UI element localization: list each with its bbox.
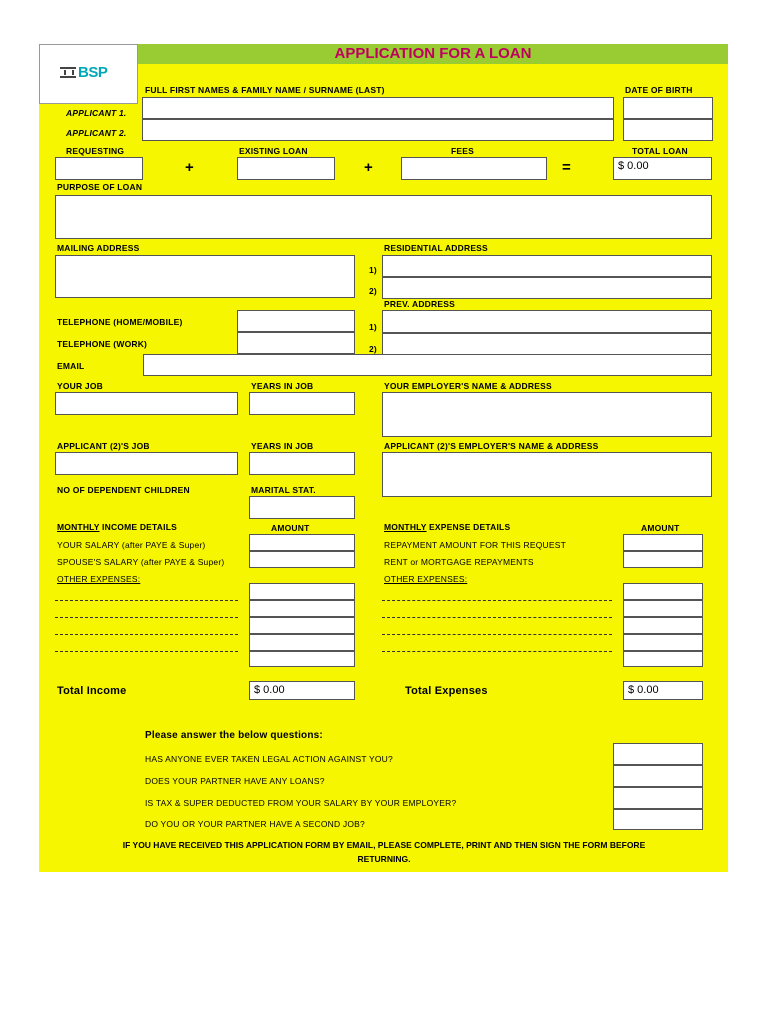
requesting-label: REQUESTING <box>66 146 125 156</box>
income-other-amount-field[interactable] <box>249 634 355 651</box>
salary-amount-field[interactable] <box>249 534 355 551</box>
marital-label: MARITAL STAT. <box>251 485 316 495</box>
purpose-label: PURPOSE OF LOAN <box>57 182 143 192</box>
loan-application-form <box>39 44 728 872</box>
income-other-amount-field[interactable] <box>249 600 355 617</box>
expense-other-line[interactable] <box>382 617 612 618</box>
income-other-label: OTHER EXPENSES: <box>57 574 141 584</box>
dob-label: DATE OF BIRTH <box>625 85 693 95</box>
total-loan-field[interactable]: $ 0.00 <box>613 157 712 180</box>
income-other-line[interactable] <box>55 651 238 652</box>
income-other-amount-field[interactable] <box>249 583 355 600</box>
income-other-line[interactable] <box>55 600 238 601</box>
expense-other-amount-field[interactable] <box>623 583 703 600</box>
expense-other-amount-field[interactable] <box>623 651 703 667</box>
applicant1-name-field[interactable] <box>142 97 614 119</box>
bsp-logo <box>60 64 107 81</box>
total-loan-label: TOTAL LOAN <box>632 146 688 156</box>
answer-legal-action-field[interactable] <box>613 743 703 765</box>
applicant2-employer-field[interactable] <box>382 452 712 497</box>
expense-other-amount-field[interactable] <box>623 617 703 634</box>
applicant1-dob-field[interactable] <box>623 97 713 119</box>
prev-2-marker: 2) <box>369 344 377 354</box>
question-legal-action: HAS ANYONE EVER TAKEN LEGAL ACTION AGAINST YOU? <box>145 754 393 764</box>
total-income-label: Total Income <box>57 685 127 697</box>
total-expenses-label: Total Expenses <box>405 685 488 697</box>
email-label: EMAIL <box>57 361 85 371</box>
residential-1-marker: 1) <box>369 265 377 275</box>
prev-address-1-field[interactable] <box>382 310 712 333</box>
income-other-amount-field[interactable] <box>249 617 355 634</box>
answer-partner-loans-field[interactable] <box>613 765 703 787</box>
tel-home-label: TELEPHONE (HOME/MOBILE) <box>57 317 183 327</box>
years-in-job-2-label: YEARS IN JOB <box>251 441 314 451</box>
question-partner-loans: DOES YOUR PARTNER HAVE ANY LOANS? <box>145 776 325 786</box>
expense-other-line[interactable] <box>382 651 612 652</box>
question-second-job: DO YOU OR YOUR PARTNER HAVE A SECOND JOB? <box>145 819 365 829</box>
logo-area <box>39 44 138 104</box>
prev-address-label: PREV. ADDRESS <box>384 299 455 309</box>
children-label: NO OF DEPENDENT CHILDREN <box>57 485 190 495</box>
applicant2-name-field[interactable] <box>142 119 614 141</box>
answer-tax-super-field[interactable] <box>613 787 703 809</box>
marital-status-field[interactable] <box>249 496 355 519</box>
expense-heading <box>384 522 510 532</box>
expense-other-line[interactable] <box>382 600 612 601</box>
tel-work-label: TELEPHONE (WORK) <box>57 339 148 349</box>
residential-address-label: RESIDENTIAL ADDRESS <box>384 243 488 253</box>
expense-other-label: OTHER EXPENSES: <box>384 574 468 584</box>
equals-sign: = <box>562 159 571 176</box>
years-in-job-label: YEARS IN JOB <box>251 381 314 391</box>
applicant2-job-label: APPLICANT (2)'S JOB <box>57 441 150 451</box>
prev-1-marker: 1) <box>369 322 377 332</box>
employer-label: YOUR EMPLOYER'S NAME & ADDRESS <box>384 381 552 391</box>
total-expenses-field[interactable]: $ 0.00 <box>623 681 703 700</box>
salary-label: YOUR SALARY (after PAYE & Super) <box>57 540 206 550</box>
income-heading <box>57 522 177 532</box>
repayment-amount-field[interactable] <box>623 534 703 551</box>
answer-second-job-field[interactable] <box>613 809 703 830</box>
applicant2-job-field[interactable] <box>55 452 238 475</box>
years-in-job-2-field[interactable] <box>249 452 355 475</box>
spouse-salary-label: SPOUSE'S SALARY (after PAYE & Super) <box>57 557 225 567</box>
page-title: APPLICATION FOR A LOAN <box>138 44 728 64</box>
mailing-address-label: MAILING ADDRESS <box>57 243 140 253</box>
tel-work-field[interactable] <box>237 332 355 354</box>
questions-heading: Please answer the below questions: <box>145 730 323 741</box>
expense-other-amount-field[interactable] <box>623 600 703 617</box>
bsp-mark-icon <box>60 67 76 78</box>
footer-note <box>79 838 689 866</box>
income-amount-label: AMOUNT <box>271 523 310 533</box>
income-other-line[interactable] <box>55 634 238 635</box>
fees-field[interactable] <box>401 157 547 180</box>
names-label: FULL FIRST NAMES & FAMILY NAME / SURNAME (LAST) <box>145 85 385 95</box>
employer-field[interactable] <box>382 392 712 437</box>
rent-label: RENT or MORTGAGE REPAYMENTS <box>384 557 534 567</box>
expense-amount-label: AMOUNT <box>641 523 680 533</box>
expense-heading-text: EXPENSE DETAILS <box>426 522 511 532</box>
residential-2-marker: 2) <box>369 286 377 296</box>
plus-sign: + <box>364 159 373 176</box>
tel-home-field[interactable] <box>237 310 355 332</box>
prev-address-2-field[interactable] <box>382 333 712 355</box>
logo-text: BSP <box>78 64 108 81</box>
question-tax-super: IS TAX & SUPER DEDUCTED FROM YOUR SALARY BY YOUR EMPLOYER? <box>145 798 457 808</box>
expense-monthly-text: MONTHLY <box>384 522 427 532</box>
footer-note-line: RETURNING. <box>357 854 411 864</box>
existing-loan-label: EXISTING LOAN <box>239 146 308 156</box>
repayment-label: REPAYMENT AMOUNT FOR THIS REQUEST <box>384 540 566 550</box>
applicant2-label: APPLICANT 2. <box>66 128 127 138</box>
years-in-job-field[interactable] <box>249 392 355 415</box>
residential-address-1-field[interactable] <box>382 255 712 277</box>
existing-loan-field[interactable] <box>237 157 335 180</box>
applicant1-label: APPLICANT 1. <box>66 108 127 118</box>
your-job-field[interactable] <box>55 392 238 415</box>
fees-label: FEES <box>451 146 475 156</box>
total-income-field[interactable]: $ 0.00 <box>249 681 355 700</box>
purpose-field[interactable] <box>55 195 712 239</box>
income-other-amount-field[interactable] <box>249 651 355 667</box>
rent-amount-field[interactable] <box>623 551 703 568</box>
footer-note-line: IF YOU HAVE RECEIVED THIS APPLICATION FORM BY EMAIL, PLEASE COMPLETE, PRINT AND THEN SIGN THE FORM BEFORE <box>122 840 646 850</box>
income-heading-text: INCOME DETAILS <box>99 522 177 532</box>
mailing-address-field[interactable] <box>55 255 355 298</box>
expense-other-amount-field[interactable] <box>623 634 703 651</box>
spouse-salary-amount-field[interactable] <box>249 551 355 568</box>
applicant2-employer-label: APPLICANT (2)'S EMPLOYER'S NAME & ADDRESS <box>384 441 599 451</box>
expense-other-line[interactable] <box>382 634 612 635</box>
requesting-field[interactable] <box>55 157 143 180</box>
income-other-line[interactable] <box>55 617 238 618</box>
income-monthly-text: MONTHLY <box>57 522 100 532</box>
plus-sign: + <box>185 159 194 176</box>
residential-address-2-field[interactable] <box>382 277 712 299</box>
email-field[interactable] <box>143 354 712 376</box>
applicant2-dob-field[interactable] <box>623 119 713 141</box>
your-job-label: YOUR JOB <box>57 381 103 391</box>
